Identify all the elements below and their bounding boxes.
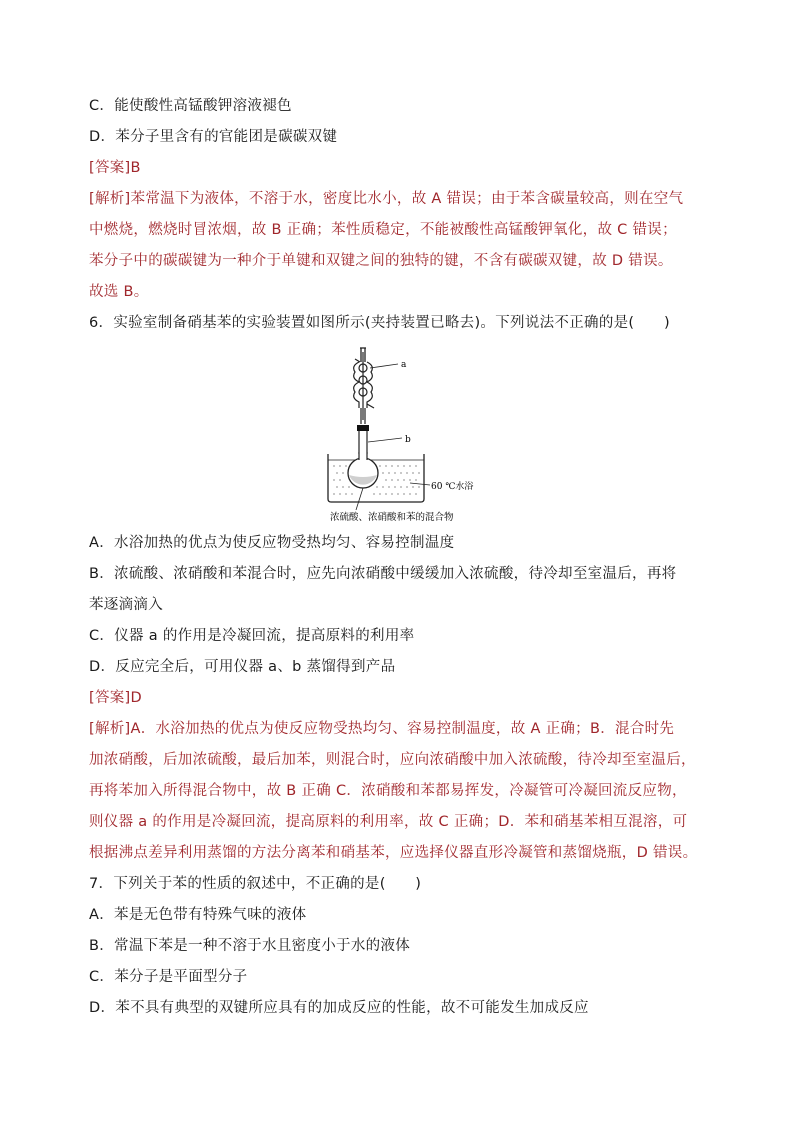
analysis-q6-line-4: 则仪器 a 的作用是冷凝回流，提高原料的利用率，故 C 正确；D．苯和硝基苯相互混溶，可 <box>89 814 688 830</box>
analysis-q5-line-1: [解析]苯常温下为液体，不溶于水，密度比水小，故 A 错误；由于苯含碳量较高，则在空气 <box>89 191 684 207</box>
figure-caption: 浓硫酸、浓硝酸和苯的混合物 <box>330 512 454 523</box>
analysis-q6-line-2: 加浓硝酸，后加浓硫酸，最后加苯，则混合时，应向浓硝酸中加入浓硫酸，待冷却至室温后， <box>89 752 696 768</box>
label-a: a <box>401 360 407 370</box>
option-d-q7: D．苯不具有典型的双键所应具有的加成反应的性能，故不可能发生加成反应 <box>89 1000 589 1016</box>
analysis-q6-line-1: [解析]A．水浴加热的优点为使反应物受热均匀、容易控制温度，故 A 正确；B．混合时先 <box>89 721 675 737</box>
analysis-q5-line-2: 中燃烧，燃烧时冒浓烟，故 B 正确；苯性质稳定，不能被酸性高锰酸钾氧化，故 C 错误； <box>89 222 677 238</box>
analysis-q5-line-3: 苯分子中的碳碳键为一种介于单键和双键之间的独特的键，不含有碳碳双键，故 D 错误。 <box>89 253 673 269</box>
option-c-q7: C．苯分子是平面型分子 <box>89 969 248 985</box>
option-c-q5: C．能使酸性高锰酸钾溶液褪色 <box>89 98 292 114</box>
question-6-stem: 6．实验室制备硝基苯的实验装置如图所示(夹持装置已略去)。下列说法不正确的是( ) <box>89 315 670 331</box>
answer-q5: [答案]B <box>89 160 141 176</box>
option-d-q5: D．苯分子里含有的官能团是碳碳双键 <box>89 129 338 145</box>
analysis-q5-line-4: 故选 B。 <box>89 284 149 300</box>
option-a-q7: A．苯是无色带有特殊气味的液体 <box>89 907 307 923</box>
option-d-q6: D．反应完全后，可用仪器 a、b 蒸馏得到产品 <box>89 659 396 675</box>
answer-q6: [答案]D <box>89 690 142 706</box>
analysis-q6-line-5: 根据沸点差异利用蒸馏的方法分离苯和硝基苯，应选择仪器直形冷凝管和蒸馏烧瓶，D 错误。 <box>89 845 698 861</box>
question-7-stem: 7．下列关于苯的性质的叙述中，不正确的是( ) <box>89 876 422 892</box>
bath-label: 60 ℃水浴 <box>431 482 474 492</box>
option-b-q6-line-2: 苯逐滴滴入 <box>89 597 163 613</box>
option-b-q6-line-1: B．浓硫酸、浓硝酸和苯混合时，应先向浓硝酸中缓缓加入浓硫酸，待冷却至室温后，再将 <box>89 566 677 582</box>
nitrobenzene-apparatus-figure <box>318 342 498 528</box>
option-b-q7: B．常温下苯是一种不溶于水且密度小于水的液体 <box>89 938 411 954</box>
option-a-q6: A．水浴加热的优点为使反应物受热均匀、容易控制温度 <box>89 535 455 551</box>
apparatus-diagram <box>318 342 498 528</box>
analysis-q6-line-3: 再将苯加入所得混合物中，故 B 正确 C．浓硝酸和苯都易挥发，冷凝管可冷凝回流反应物， <box>89 783 687 799</box>
option-c-q6: C．仪器 a 的作用是冷凝回流，提高原料的利用率 <box>89 628 415 644</box>
label-b: b <box>405 435 411 445</box>
